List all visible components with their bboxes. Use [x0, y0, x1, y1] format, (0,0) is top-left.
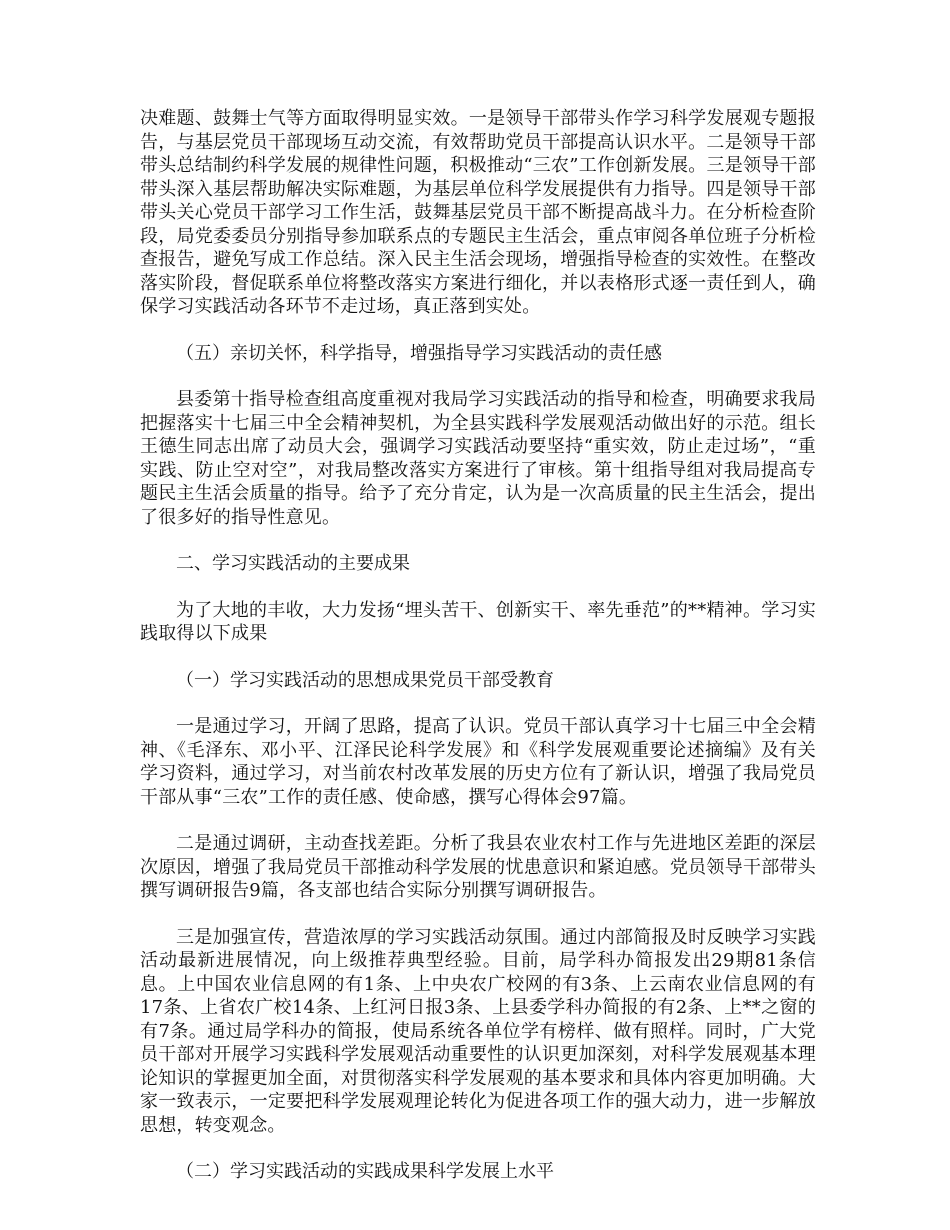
paragraph-research: 二是通过调研，主动查找差距。分析了我县农业农村工作与先进地区差距的深层次原因，增强了我局党员干部推动科学发展的忧患意识和紧迫感。党员领导干部带头撰写调研报告9篇，各支部也结合实际分别撰写调研报告。	[140, 833, 816, 901]
section-heading-ideological-results: （一）学习实践活动的思想成果党员干部受教育	[176, 669, 554, 691]
section-heading-practical-results: （二）学习实践活动的实践成果科学发展上水平	[176, 1161, 554, 1182]
paragraph-results-intro: 为了大地的丰收，大力发扬“埋头苦干、创新实干、率先垂范”的**精神。学习实践取得以下成果	[140, 599, 816, 644]
section-heading-guidance: （五）亲切关怀，科学指导，增强指导学习实践活动的责任感	[176, 342, 662, 364]
paragraph-leadership-role: 决难题、鼓舞士气等方面取得明显实效。一是领导干部带头作学习科学发展观专题报告，与基层党员干部现场互动交流，有效帮助党员干部提高认识水平。二是领导干部带头总结制约科学发展的规律性问题，积极推动“三农”工作创新发展。三是领导干部带头深入基层帮助解决实际难题，为基层单位科学发展提供有力指导。四是领导干部带头关心党员干部学习工作生活，鼓舞基层党员干部不断提高战斗力。在分析检查阶段，局党委委员分别指导参加联系点的专题民主生活会，重点审阅各单位班子分析检查报告，避免写成工作总结。深入民主生活会现场，增强指导检查的实效性。在整改落实阶段，督促联系单位将整改落实方案进行细化，并以表格形式逐一责任到人，确保学习实践活动各环节不走过场，真正落到实处。	[140, 108, 816, 317]
paragraph-inspection-team: 县委第十指导检查组高度重视对我局学习实践活动的指导和检查，明确要求我局把握落实十七届三中全会精神契机，为全县实践科学发展观活动做出好的示范。组长王德生同志出席了动员大会，强调学习实践活动要坚持“重实效，防止走过场”，“重实践、防止空对空”，对我局整改落实方案进行了审核。第十组指导组对我局提高专题民主生活会质量的指导。给予了充分肯定，认为是一次高质量的民主生活会，提出了很多好的指导性意见。	[140, 389, 816, 528]
document-body	[140, 107, 816, 1207]
section-heading-main-results: 二、学习实践活动的主要成果	[176, 553, 410, 574]
paragraph-study: 一是通过学习，开阔了思路，提高了认识。党员干部认真学习十七届三中全会精神、《毛泽东、邓小平、江泽民论科学发展》和《科学发展观重要论述摘编》及有关学习资料，通过学习，对当前农村改革发展的历史方位有了新认识，增强了我局党员干部从事“三农”工作的责任感、使命感，撰写心得体会97篇。	[140, 716, 816, 808]
paragraph-publicity: 三是加强宣传，营造浓厚的学习实践活动氛围。通过内部简报及时反映学习实践活动最新进展情况，向上级推荐典型经验。目前，局学科办简报发出29期81条信息。上中国农业信息网的有1条、上中央农广校网的有3条、上云南农业信息网的有17条、上省农广校14条、上红河日报3条、上县委学科办简报的有2条、上**之窗的有7条。通过局学科办的简报，使局系统各单位学有榜样、做有照样。同时，广大党员干部对开展学习实践科学发展观活动重要性的认识更加深刻，对科学发展观基本理论知识的掌握更加全面，对贯彻落实科学发展观的基本要求和具体内容更加明确。大家一致表示，一定要把科学发展观理论转化为促进各项工作的强大动力，进一步解放思想，转变观念。	[140, 926, 816, 1136]
